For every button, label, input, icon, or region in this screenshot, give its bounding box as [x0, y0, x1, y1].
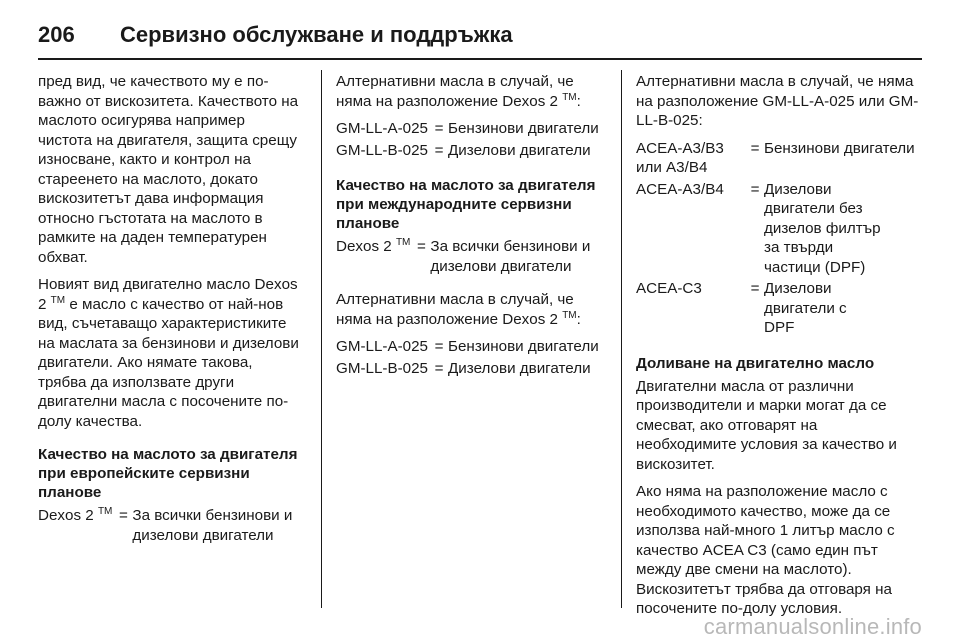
- paragraph: Алтернативни масла в случай, че няма на разположение GM-LL-A-025 или GM-LL-B-025:: [636, 73, 919, 129]
- column-2: [336, 72, 606, 612]
- trademark: TM: [562, 309, 577, 321]
- trademark: TM: [562, 91, 577, 103]
- equals-sign: =: [434, 120, 444, 137]
- watermark: carmanualsonline.info: [703, 614, 922, 639]
- section-heading: Качество на маслото за двигателя при международните сервизни планове: [336, 177, 596, 232]
- spec-key: ACEA-A3/B4: [636, 180, 724, 198]
- spec-value: Бензинови двигатели: [448, 338, 599, 355]
- page-number: 206: [38, 22, 75, 47]
- equals-sign: =: [416, 238, 426, 255]
- paragraph: Алтернативни масла в случай, че няма на разположение Dexos 2 ™:: [336, 73, 581, 110]
- spec-key: ACEA-A3/B3 или A3/B4: [636, 139, 724, 176]
- equals-sign: =: [118, 507, 128, 524]
- equals-sign: =: [434, 338, 444, 355]
- oil-spec-table: [336, 237, 606, 278]
- header-rule: [38, 58, 922, 60]
- spec-key: GM-LL-B-025: [336, 141, 429, 159]
- spec-key: Dexos 2 ™: [336, 237, 411, 255]
- column-divider: [321, 70, 322, 608]
- column-divider: [621, 70, 622, 608]
- paragraph: Двигателни масла от различни производители и марки могат да се смесват, ако отговарят на необходимите условия за качество и вискозитет.: [636, 377, 897, 473]
- spec-value: Дизелови двигатели с DPF: [764, 280, 847, 336]
- spec-value: Дизелови двигатели: [448, 141, 591, 159]
- equals-sign: =: [434, 141, 444, 159]
- paragraph: Новият вид двигателно масло Dexos 2 ™ е масло с качество от най-нов вид, съчетаващо характеристиките на маслата за бензинови и дизелови двигатели. Ако нямате такова, трябва да използвате други двигателни масла с посочените по-долу качества.: [38, 276, 299, 430]
- oil-spec-table: [336, 119, 606, 162]
- section-heading: Доливане на двигателно масло: [636, 354, 875, 372]
- paragraph: Ако няма на разположение масло с необходимото качество, може да се използва най-много 1 литър масло с качество ACEA C3 (само един път между две смени на маслото). Вискозитетът трябва да отговаря на посочените по-долу условия.: [636, 483, 895, 617]
- trademark: TM: [50, 294, 66, 306]
- page-header: [38, 14, 922, 56]
- column-1: [38, 72, 300, 612]
- spec-value: Бензинови двигатели: [448, 120, 599, 137]
- spec-value: За всички бензинови и дизелови двигатели: [430, 238, 591, 275]
- column-3: [636, 72, 922, 617]
- oil-spec-table: [38, 506, 300, 547]
- section-heading: Качество на маслото за двигателя при европейските сервизни планове: [38, 446, 298, 501]
- equals-sign: =: [434, 359, 444, 377]
- spec-value: Дизелови двигатели: [448, 359, 591, 377]
- spec-key: GM-LL-A-025: [336, 120, 429, 137]
- paragraph: Алтернативни масла в случай, че няма на разположение Dexos 2 ™:: [336, 291, 581, 328]
- equals-sign: =: [750, 180, 760, 198]
- spec-value: Дизелови двигатели без дизелов филтър за твърди частици (DPF): [764, 180, 881, 276]
- spec-key: ACEA-C3: [636, 280, 702, 297]
- page-title: Сервизно обслужване и поддръжка: [120, 22, 513, 47]
- equals-sign: =: [750, 139, 760, 157]
- spec-key: Dexos 2 ™: [38, 506, 113, 524]
- equals-sign: =: [750, 280, 760, 297]
- spec-key: GM-LL-A-025: [336, 338, 429, 355]
- paragraph: пред вид, че качеството му е по-важно от вискозитета. Качеството на маслото осигурява например чистота на двигателя, защита срещу износване, както и контрол на стареенето на маслото, докато вискозитетът дава информация относно гъстотата на маслото в рамките на даден температурен обхват.: [38, 73, 299, 266]
- spec-key: GM-LL-B-025: [336, 359, 429, 377]
- spec-value: Бензинови двигатели: [764, 139, 915, 157]
- spec-value: За всички бензинови и дизелови двигатели: [132, 507, 293, 544]
- oil-spec-table: [336, 337, 606, 380]
- oil-spec-table: [636, 139, 922, 340]
